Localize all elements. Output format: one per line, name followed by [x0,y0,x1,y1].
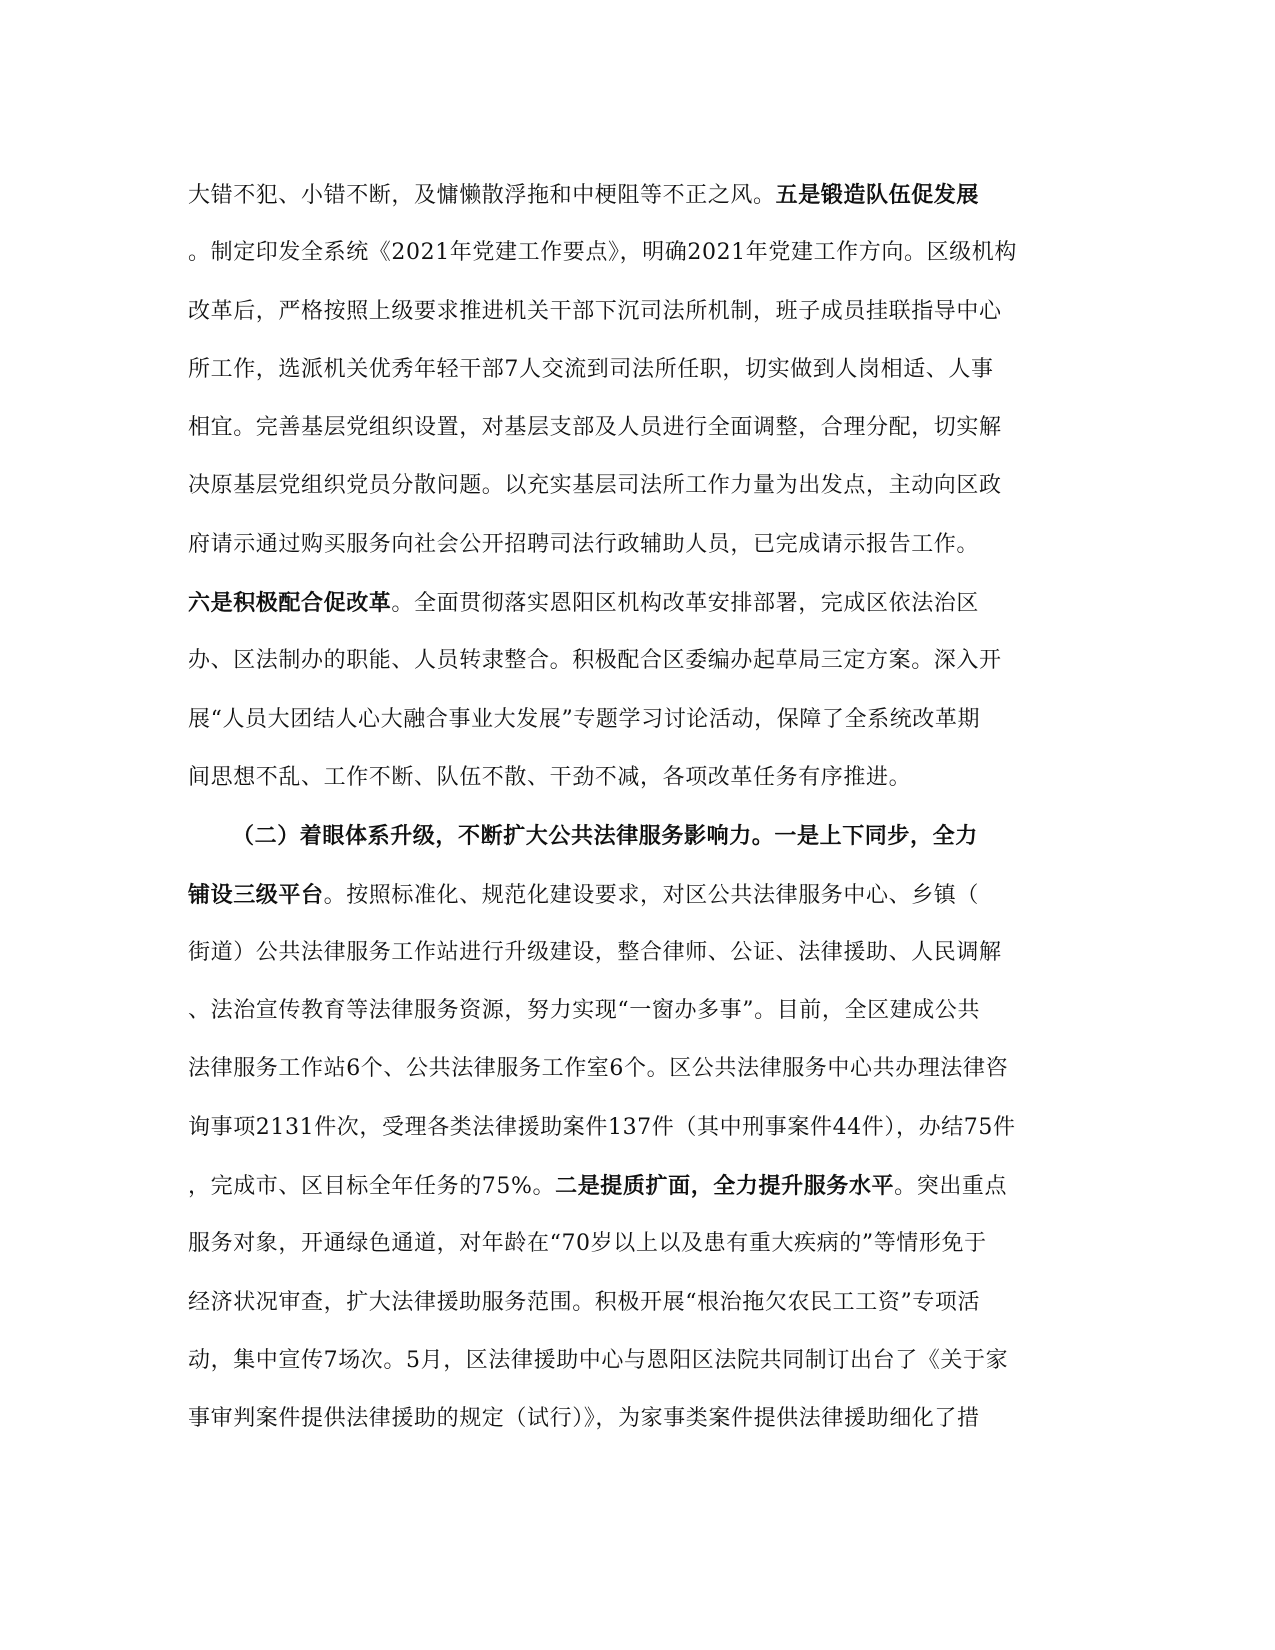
text-line [188,1390,1088,1448]
body-text-segment: 间思想不乱、工作不断、队伍不散、干劲不减，各项改革任务有序推进。 [188,764,912,790]
body-text-segment: 所工作，选派机关优秀年轻干部7人交流到司法所任职，切实做到人岗相适、人事 [188,356,994,382]
text-line [188,866,1088,924]
body-text-segment: 服务对象，开通绿色通道，对年龄在“70岁以上以及患有重大疾病的”等情形免于 [188,1231,987,1257]
body-text-segment: 府请示通过购买服务向社会公开招聘司法行政辅助人员，已完成请示报告工作。 [188,531,980,557]
body-text-segment: 。按照标准化、规范化建设要求，对区公共法律服务中心、乡镇（ [323,882,980,908]
text-line [188,457,1088,515]
body-text-segment: 。全面贯彻落实恩阳区机构改革安排部署，完成区依法治区 [391,591,980,617]
text-line [188,749,1088,807]
text-line [188,1040,1088,1098]
body-text-segment: 。突出重点 [894,1174,1008,1200]
text-line [188,399,1088,457]
text-line [188,691,1088,749]
body-text-segment: 相宜。完善基层党组织设置，对基层支部及人员进行全面调整，合理分配，切实解 [188,415,1002,441]
text-line [188,283,1088,341]
body-text-segment: 大错不犯、小错不断，及慵懒散浮拖和中梗阻等不正之风。 [188,183,776,208]
text-line [188,632,1088,690]
text-line [188,1274,1088,1332]
text-line [188,1157,1088,1215]
body-text-segment: 动，集中宣传7场次。5月，区法律援助中心与恩阳区法院共同制订出台了《关于家 [188,1347,1009,1373]
text-line [188,807,1088,865]
text-line [188,516,1088,574]
bold-heading-text: 铺设三级平台 [188,881,324,908]
text-line [188,166,1088,224]
body-text-segment: ，完成市、区目标全年任务的75%。 [188,1174,556,1200]
text-line [188,224,1088,282]
text-line [188,1099,1088,1157]
body-text-segment: 决原基层党组织党员分散问题。以充实基层司法所工作力量为出发点，主动向区政 [188,473,1002,499]
body-text [188,166,1088,1449]
body-text-segment: 法律服务工作站6个、公共法律服务工作室6个。区公共法律服务中心共办理法律咨 [188,1056,1009,1082]
body-text-segment: 经济状况审查，扩大法律援助服务范围。积极开展“根治拖欠农民工工资”专项活 [188,1289,981,1315]
body-text-segment: 事审判案件提供法律援助的规定（试行）》，为家事类案件提供法律援助细化了措 [188,1406,980,1432]
text-line [188,1332,1088,1390]
body-text-segment: 街道）公共法律服务工作站进行升级建设，整合律师、公证、法律援助、人民调解 [188,939,1002,965]
body-text-segment: 询事项2131件次，受理各类法律援助案件137件（其中刑事案件44件），办结75件 [188,1114,1016,1140]
text-line [188,574,1088,632]
bold-heading-text: 六是积极配合促改革 [188,590,392,617]
body-text-segment: 展“人员大团结人心大融合事业大发展”专题学习讨论活动，保障了全系统改革期 [188,706,981,732]
bold-heading-text: （二）着眼体系升级，不断扩大公共法律服务影响力。一是上下同步，全力 [232,823,978,850]
body-text-segment: 改革后，严格按照上级要求推进机关干部下沉司法所机制，班子成员挂联指导中心 [188,298,1002,324]
text-line [188,1215,1088,1273]
bold-heading-text: 二是提质扩面，全力提升服务水平 [555,1173,895,1200]
text-line [188,341,1088,399]
body-text-segment: 办、区法制办的职能、人员转隶整合。积极配合区委编办起草局三定方案。深入开 [188,648,1002,674]
body-text-segment: 、法治宣传教育等法律服务资源，努力实现“一窗办多事”。目前，全区建成公共 [188,998,981,1024]
body-text-segment: 。制定印发全系统《2021年党建工作要点》，明确2021年党建工作方向。区级机构 [188,240,1017,266]
bold-heading-text: 五是锻造队伍促发展 [775,182,980,208]
text-line [188,982,1088,1040]
text-line [188,924,1088,982]
